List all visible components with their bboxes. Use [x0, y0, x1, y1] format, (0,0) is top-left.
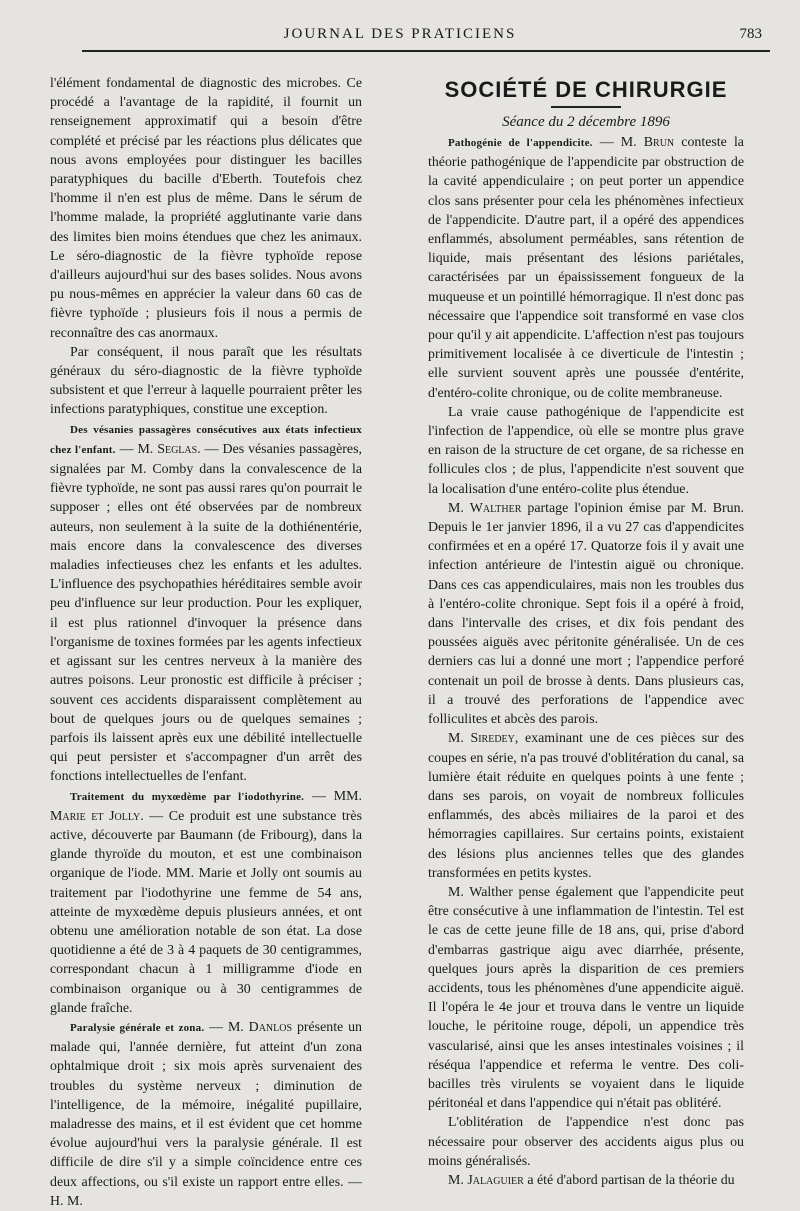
author-danlos: Danlos: [248, 1019, 293, 1035]
lead-paralysie: — M.: [209, 1019, 244, 1035]
entry-walther: [428, 499, 744, 729]
lead-jalaguier: M.: [448, 1172, 464, 1188]
page-number: 783: [739, 26, 762, 42]
text-paralysie: présente un malade qui, l'année dernière, fut atteint d'un zona ophtalmique droit ; six mois après survenaient des troubles du système nerveux ; diminution de l'intelligence, de la mémoire, inégalité pupillaire, maladresse des mains, et il est évident que cet homme évolue aujourd'hui vers la paralysie générale. Il est difficile de dire s'il y a simple coïncidence entre ces deux affections, ou s'il existe un rapport entre elles. — H. M.: [50, 1019, 362, 1209]
rubric-appendicite: Pathogénie de l'appendicite.: [448, 137, 593, 149]
text-jalaguier: a été d'abord partisan de la théorie du: [527, 1172, 735, 1188]
lead-siredey: M.: [448, 731, 464, 747]
paragraph-walther-case: M. Walther pense également que l'appendicite peut être consécutive à une inflammation de l'intestin. Tel est le cas de cette jeune fille de 18 ans, qui, prise d'abord d'embarras gastrique aigu avec diarrhée, présente, quelques jours après la disparition de ces premiers accidents, tous les phénomènes d'une appendicite aiguë. Il l'opéra le 4e jour et trouva dans le ventre un liquide louche, le péritoine rouge, dépoli, un appendice très vascularisé, ainsi que les anses intestinales voisines ; il réséqua l'appendice et referma le ventre. Des coli-bacilles très virulents se voyaient dans le liquide péritonéal et dans l'appendice qui n'était pas oblitéré.: [428, 884, 744, 1112]
right-column: [428, 74, 744, 1190]
paragraph-oblitération: L'oblitération de l'appendice n'est donc pas nécessaire pour observer des accidents aigus plus ou moins généralisés.: [428, 1115, 744, 1169]
running-title: JOURNAL DES PRATICIENS: [283, 26, 517, 42]
rubric-myxoedeme: Traitement du myxœdème par l'iodothyrine.: [70, 790, 305, 803]
header-rule: [82, 50, 770, 52]
entry-myxoedeme: [50, 787, 362, 1018]
text-walther: partage l'opinion émise par M. Brun. Depuis le 1er janvier 1896, il a vu 27 cas d'appendicites confirmées et en a opéré 17. Quatorze fois il y avait une infection antérieure de l'intestin aiguë ou chronique. Dans ces cas appendiculaires, mais non les troubles dus à l'entéro-colite chronique. Sept fois il a opéré à froid, dans l'intervalle des crises, et dix fois pendant des poussées aiguës avec péritonite généralisée. Un de ces derniers cas lui a donné une mort ; l'appendice perforé contenait un poil de brosse à dents. Dans plusieurs cas, il a trouvé des perforations de l'appendice avec folliculites et abcès des parois.: [428, 500, 744, 728]
entry-siredey: [428, 729, 744, 883]
entry-vesanies: [50, 420, 362, 787]
author-siredey: Siredey,: [470, 731, 519, 747]
rubric-vesanies: Des vésanies passagères consécutives aux états infectieux chez l'enfant.: [50, 423, 362, 456]
page-header: [0, 22, 800, 50]
entry-paralysie: [50, 1018, 362, 1211]
entry-appendicite: [428, 133, 744, 403]
text-siredey: examinant une de ces pièces sur des coupes en série, n'a pas trouvé d'oblitération du canal, sa lumière était réduite en quelques points à une fente ; dans ses parois, on voyait de nombreux follicules enflammés, des abcès miliaires de la paroi et des hémorragies capillaires. Sur certains points, existaient des lésions plus anciennes telles que des glandes transformées en petits kystes.: [428, 731, 744, 881]
paragraph-conclusion: Par conséquent, il nous paraît que les résultats généraux du séro-diagnostic de la fièvre typhoïde subsistent et que l'erreur à laquelle pourraient prêter les infections paratyphiques, constitue une exception.: [50, 344, 362, 418]
lead-walther: M.: [448, 500, 464, 516]
text-myxoedeme: — Ce produit est une substance très active, découverte par Baumann (de Fribourg), dans la glande thyroïde du mouton, et est une combinaison organique de l'iode. MM. Marie et Jolly ont soumis au traitement par l'iodothyrine une femme de 54 ans, atteinte de myxœdème depuis plusieurs années, et ont obtenu une amélioration notable de son état. La dose quotidienne a été de 3 à 4 paquets de 30 centigrammes, correspondant chacun à 1 milligramme d'iode en combinaison organique ou à 30 centigrammes de glande fraîche.: [50, 808, 362, 1016]
text-appendicite: conteste la théorie pathogénique de l'appendicite par obstruction de la cavité appendiculaire ; on peut porter un appendice clos sans présenter pour cela les phénomènes infectieux de l'appendicite. D'autre part, il a opéré des appendices enflammés, absolument perméables, sans rétention de liquide, mais présentant des lésions pariétales, caractérisées par un épaississement fongueux de la muqueuse et un pointillé hémorragique. Il n'est donc pas nécessaire que l'appendice soit transformé en vase clos pour qu'il y ait appendicite. L'affection n'est pas toujours primitivement localisée à ce diverticule de l'intestin ; elle survient souvent après une poussée d'entérite, d'entéro-colite chronique, ou de colite membraneuse.: [428, 135, 744, 401]
author-brun: Brun: [643, 135, 675, 150]
dash: —: [119, 441, 138, 457]
author-seglas: M. Seglas.: [137, 441, 201, 457]
session-date: Séance du 2 décembre 1896: [502, 114, 670, 130]
section-title: SOCIÉTÉ DE CHIRURGIE: [444, 77, 728, 102]
lead-appendicite: — M.: [599, 135, 637, 150]
author-jalaguier: Jalaguier: [467, 1172, 524, 1188]
lead-myxoedeme: — MM.: [312, 788, 362, 804]
title-rule: [551, 106, 621, 108]
left-column: [50, 74, 362, 1211]
author-walther: Walther: [469, 500, 522, 516]
entry-jalaguier: [428, 1171, 744, 1190]
paragraph-cause: La vraie cause pathogénique de l'appendicite est l'infection de l'appendice, où elle se montre plus grave en raison de la structure de cet organe, de sa richesse en follicules clos ; de plus, l'appendicite n'est souvent que la localisation d'une entéro-colite plus étendue.: [428, 404, 744, 497]
paragraph-serodiagnostic: l'élément fondamental de diagnostic des microbes. Ce procédé a l'avantage de la rapidité, il fournit un renseignement approximatif qui a besoin d'être complété et précisé par les réactions plus délicates que nous avons employées pour distinguer les bacilles paratyphiques du bacille d'Eberth. Toutefois chez l'homme il n'en est plus de même. Dans le sérum de l'homme malade, la propriété agglutinante varie dans des limites bien moins étendues que chez les animaux. Le séro-diagnostic de la fièvre typhoïde repose d'ailleurs aujourd'hui sur des bases solides. Nous avons pu nous-mêmes en apprécier la valeur dans 60 cas de fièvre typhoïde ; plusieurs fois il nous a permis de reconnaître des cas anormaux.: [50, 76, 362, 341]
rubric-paralysie: Paralysie générale et zona.: [70, 1021, 205, 1034]
authors-marie-jolly: Marie et Jolly.: [50, 808, 144, 824]
text-vesanies: — Des vésanies passagères, signalées par M. Comby dans la convalescence de la fièvre typhoïde, ne sont pas aussi rares qu'on pourrait le supposer ; elles ont été observées par de nombreux auteurs, non seulement à la suite de la dothiénentérie, mais encore dans la convalescence des diverses maladies infectieuses chez les enfants et les adultes. L'influence des psychopathies héréditaires semble avoir peu d'influence sur leur production. Pour les expliquer, il est plus rationnel d'invoquer la présence dans l'organisme de toxines formées par les agents infectieux et agissant sur les centres nerveux à la manière des autres poisons. Leur pronostic est difficile à préciser ; souvent ces accidents disparaissent complètement au bout de quelques jours ou de quelques semaines ; parfois ils laissent après eux une débilité intellectuelle qui peut persister et s'accompagner d'un arrêt des fonctions intellectuelles de l'enfant.: [50, 441, 362, 785]
